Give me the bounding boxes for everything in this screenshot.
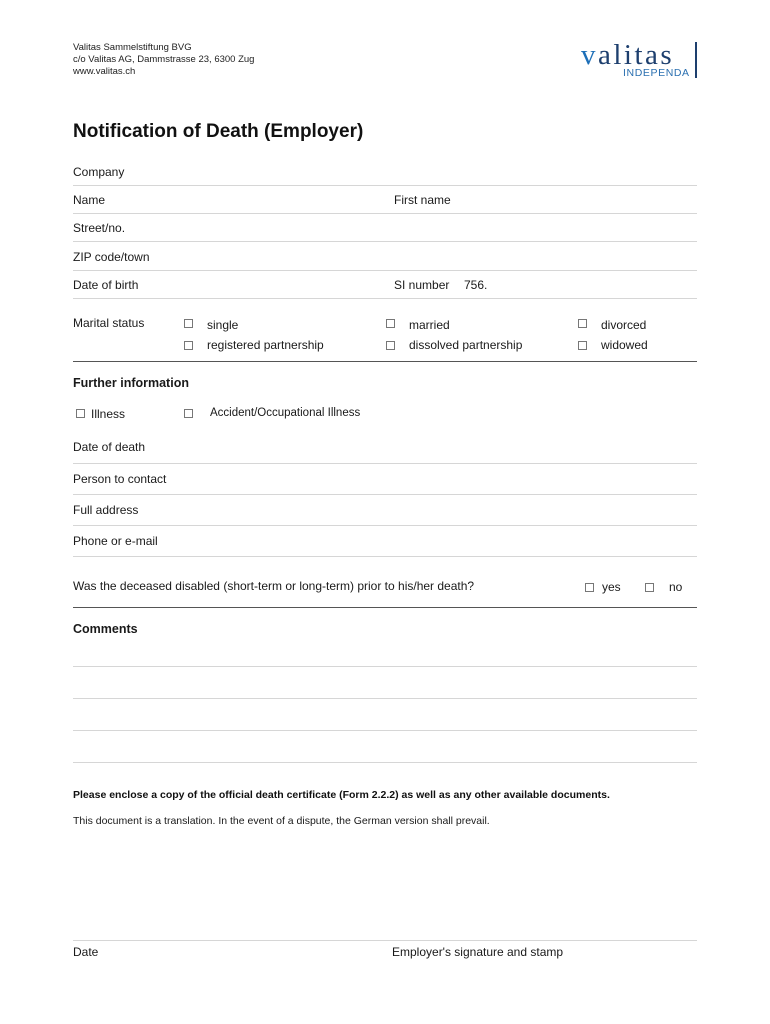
marital-section-divider (73, 361, 697, 362)
logo-wordmark: alitas (598, 39, 675, 71)
disabled-question: Was the deceased disabled (short-term or long-term) prior to his/her death? (73, 579, 475, 593)
si-number-prefix: 756. (464, 278, 488, 292)
dob-label: Date of birth (73, 278, 139, 292)
logo-letter-v: v (581, 39, 598, 71)
dissolved-partnership-checkbox[interactable] (386, 341, 395, 350)
divorced-checkbox[interactable] (578, 319, 587, 328)
registered-partnership-label: registered partnership (207, 338, 324, 352)
illness-label: Illness (91, 407, 126, 421)
comments-line-4[interactable] (73, 762, 697, 763)
zip-field-line[interactable] (73, 270, 697, 271)
disabled-yes-label: yes (602, 580, 621, 594)
name-label: Name (73, 193, 106, 207)
street-label: Street/no. (73, 221, 126, 235)
further-section-divider (73, 607, 697, 608)
valitas-logo (581, 40, 701, 80)
street-field-line[interactable] (73, 241, 697, 242)
comments-line-2[interactable] (73, 698, 697, 699)
name-field-line[interactable] (73, 213, 697, 214)
dob-field-line[interactable] (73, 298, 697, 299)
date-of-death-field-line[interactable] (73, 463, 697, 464)
married-label: married (409, 318, 450, 332)
phone-email-label: Phone or e-mail (73, 534, 158, 548)
divorced-label: divorced (601, 318, 647, 332)
single-checkbox[interactable] (184, 319, 193, 328)
full-address-label: Full address (73, 503, 139, 517)
enclose-note: Please enclose a copy of the official death certificate (Form 2.2.2) as well as any other available documents. (73, 789, 610, 801)
comments-line-3[interactable] (73, 730, 697, 731)
contact-person-label: Person to contact (73, 472, 167, 486)
zip-label: ZIP code/town (73, 250, 150, 264)
company-label: Company (73, 165, 125, 179)
contact-person-field-line[interactable] (73, 494, 697, 495)
further-info-heading: Further information (73, 376, 189, 390)
dissolved-partnership-label: dissolved partnership (409, 338, 523, 352)
org-name: Valitas Sammelstiftung BVG (73, 42, 192, 53)
si-number-label: SI number (394, 278, 450, 292)
logo-bar (695, 42, 697, 78)
married-checkbox[interactable] (386, 319, 395, 328)
company-field-line[interactable] (73, 185, 697, 186)
signature-line[interactable] (73, 940, 697, 941)
date-label: Date (73, 945, 99, 959)
single-label: single (207, 318, 239, 332)
comments-line-1[interactable] (73, 666, 697, 667)
disabled-yes-checkbox[interactable] (585, 583, 594, 592)
logo-subtext: INDEPENDA (623, 67, 690, 79)
full-address-field-line[interactable] (73, 525, 697, 526)
org-address: c/o Valitas AG, Dammstrasse 23, 6300 Zug (73, 54, 255, 65)
illness-checkbox[interactable] (76, 409, 85, 418)
page-title: Notification of Death (Employer) (73, 121, 364, 142)
widowed-label: widowed (601, 338, 648, 352)
registered-partnership-checkbox[interactable] (184, 341, 193, 350)
accident-label: Accident/Occupational Illness (210, 407, 361, 419)
disabled-no-checkbox[interactable] (645, 583, 654, 592)
first-name-label: First name (394, 193, 451, 207)
translation-note: This document is a translation. In the event of a dispute, the German version shall prevail. (73, 815, 490, 827)
date-of-death-label: Date of death (73, 440, 146, 454)
widowed-checkbox[interactable] (578, 341, 587, 350)
accident-checkbox[interactable] (184, 409, 193, 418)
org-website: www.valitas.ch (73, 66, 136, 77)
signature-label: Employer's signature and stamp (392, 945, 564, 959)
comments-heading: Comments (73, 622, 138, 636)
phone-email-field-line[interactable] (73, 556, 697, 557)
marital-status-label: Marital status (73, 316, 145, 330)
disabled-no-label: no (669, 580, 683, 594)
